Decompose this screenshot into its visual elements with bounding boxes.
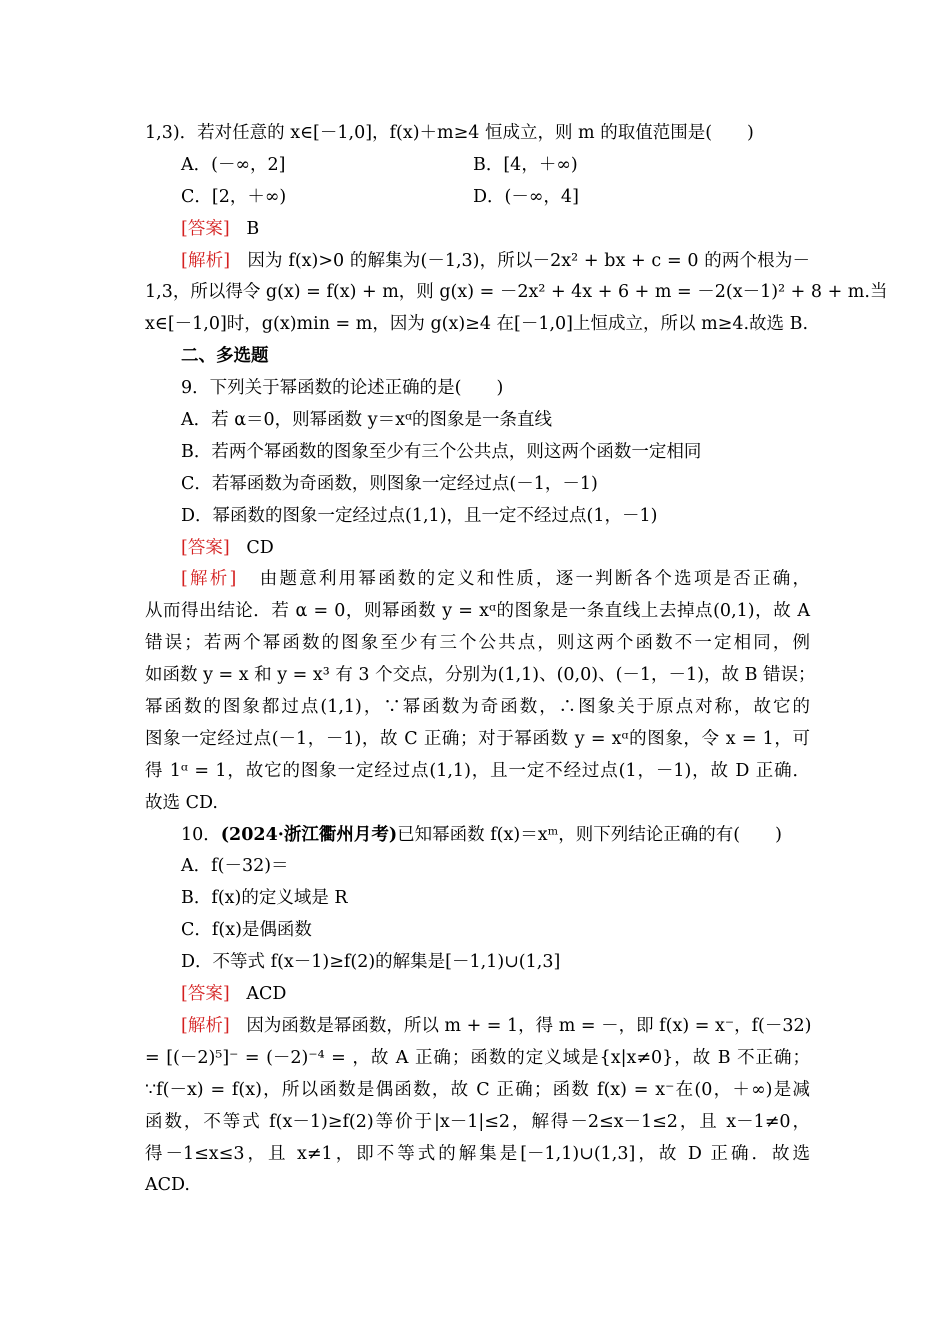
answer-tag: [答案]: [181, 218, 230, 239]
q10-stem: [145, 820, 810, 852]
q8-analysis-line-3: x∈[－1,0]时，g(x)min = m，因为 g(x)≥4 在[－1,0]上恒成立，所以 m≥4.故选 B.: [145, 314, 809, 335]
q10-source: (2024·浙江衢州月考): [220, 824, 398, 845]
q9-analysis-line-2: 从而得出结论．若 α = 0，则幂函数 y = xᵅ的图象是一条直线上去掉点(0,1)，故 A: [145, 601, 810, 622]
q10-option-b: B．f(x)的定义域是 R: [181, 888, 348, 909]
analysis-tag: [解析]: [181, 1015, 230, 1036]
q8-answer: [145, 214, 810, 246]
q8-analysis-line-2: 1,3，所以得令 g(x) = f(x) + m，则 g(x) = －2x² + 4x + 6 + m = －2(x－1)² + 8 + m.当: [145, 282, 888, 303]
q10-option-d: D．不等式 f(x－1)≥f(2)的解集是[－1,1)∪(1,3]: [181, 952, 561, 973]
analysis-tag: [解析]: [181, 250, 231, 271]
q10-option-a: A．f(－32)＝: [181, 856, 289, 877]
q9-answer: [145, 533, 810, 565]
q8-option-d: D．(－∞，4]: [473, 186, 579, 207]
q9-analysis-line-5: 幂函数的图象都过点(1,1)，∵幂函数为奇函数，∴图象关于原点对称，故它的: [145, 697, 810, 718]
q10-number: 10．: [181, 824, 221, 845]
q8-option-a: A．(－∞，2]: [181, 154, 286, 175]
q8-analysis-text: 因为 f(x)>0 的解集为(－1,3)，所以－2x² + bx + c = 0 的两个根为－: [247, 250, 810, 271]
q10-analysis-line-5: 得－1≤x≤3，且 x≠1，即不等式的解集是[－1,1)∪(1,3]，故 D 正确．故选: [145, 1143, 810, 1164]
q9-stem: 9．下列关于幂函数的论述正确的是( ): [181, 378, 504, 399]
q9-option-d: D．幂函数的图象一定经过点(1,1)，且一定不经过点(1，－1): [181, 505, 658, 526]
q9-analysis-line-1: [145, 564, 810, 596]
q8-option-b: B．[4，＋∞): [473, 154, 578, 175]
q8-options-row-1: [145, 150, 810, 182]
section-title: 二、多选题: [181, 346, 269, 367]
answer-tag: [答案]: [181, 984, 230, 1005]
q10-answer: [145, 979, 810, 1011]
q10-stem-text: 已知幂函数 f(x)＝xᵐ，则下列结论正确的有( ): [397, 824, 782, 845]
q8-analysis-line-1: [145, 246, 810, 278]
q10-analysis-line-2: = [(－2)⁵]⁻ = (－2)⁻⁴ = ，故 A 正确；函数的定义域是{x|x≠0}，故 B 不正确；: [145, 1047, 810, 1068]
answer-tag: [答案]: [181, 537, 230, 558]
q9-analysis-end: 故选 CD.: [145, 792, 218, 813]
q9-analysis-line-7: 得 1ᵅ = 1，故它的图象一定经过点(1,1)，且一定不经过点(1，－1)，故 D 正确．: [145, 760, 810, 781]
q9-analysis-line-4: 如函数 y = x 和 y = x³ 有 3 个交点，分别为(1,1)、(0,0)、(－1，－1)，故 B 错误；: [145, 665, 816, 686]
q10-analysis-text: 因为函数是幂函数，所以 m + = 1，得 m = －，即 f(x) = x⁻，f(－32): [246, 1015, 812, 1036]
q10-answer-value: ACD: [246, 984, 287, 1005]
q9-option-b: B．若两个幂函数的图象至少有三个公共点，则这两个函数一定相同: [181, 441, 702, 462]
q9-analysis-line-6: 图象一定经过点(－1，－1)，故 C 正确；对于幂函数 y = xᵅ的图象，令 x = 1，可: [145, 728, 810, 749]
q9-analysis-line-3: 错误；若两个幂函数的图象至少有三个公共点，则这两个函数不一定相同，例: [145, 633, 810, 654]
q10-analysis-end: ACD.: [145, 1175, 190, 1196]
q9-analysis-text: 由题意利用幂函数的定义和性质，逐一判断各个选项是否正确，: [259, 569, 810, 590]
q10-analysis-line-4: 函数，不等式 f(x－1)≥f(2)等价于|x－1|≤2，解得－2≤x－1≤2，且 x－1≠0，: [145, 1111, 810, 1132]
q9-option-a: A．若 α＝0，则幂函数 y＝xᵅ的图象是一条直线: [181, 410, 552, 431]
q8-options-row-2: [145, 182, 810, 214]
q9-answer-value: CD: [246, 537, 274, 558]
q10-analysis-line-1: [145, 1011, 810, 1043]
q10-option-c: C．f(x)是偶函数: [181, 920, 312, 941]
q8-answer-value: B: [246, 218, 260, 239]
document-page: [145, 118, 888, 1202]
q8-stem: 1,3)．若对任意的 x∈[－1,0]，f(x)＋m≥4 恒成立，则 m 的取值范围是( ): [145, 123, 754, 143]
q9-option-c: C．若幂函数为奇函数，则图象一定经过点(－1，－1): [181, 473, 598, 494]
q10-analysis-line-3: ∵f(－x) = f(x)，所以函数是偶函数，故 C 正确；函数 f(x) = x⁻在(0，＋∞)是减: [145, 1079, 810, 1100]
q8-option-c: C．[2，＋∞): [181, 186, 287, 207]
analysis-tag: [解析]: [181, 569, 237, 590]
